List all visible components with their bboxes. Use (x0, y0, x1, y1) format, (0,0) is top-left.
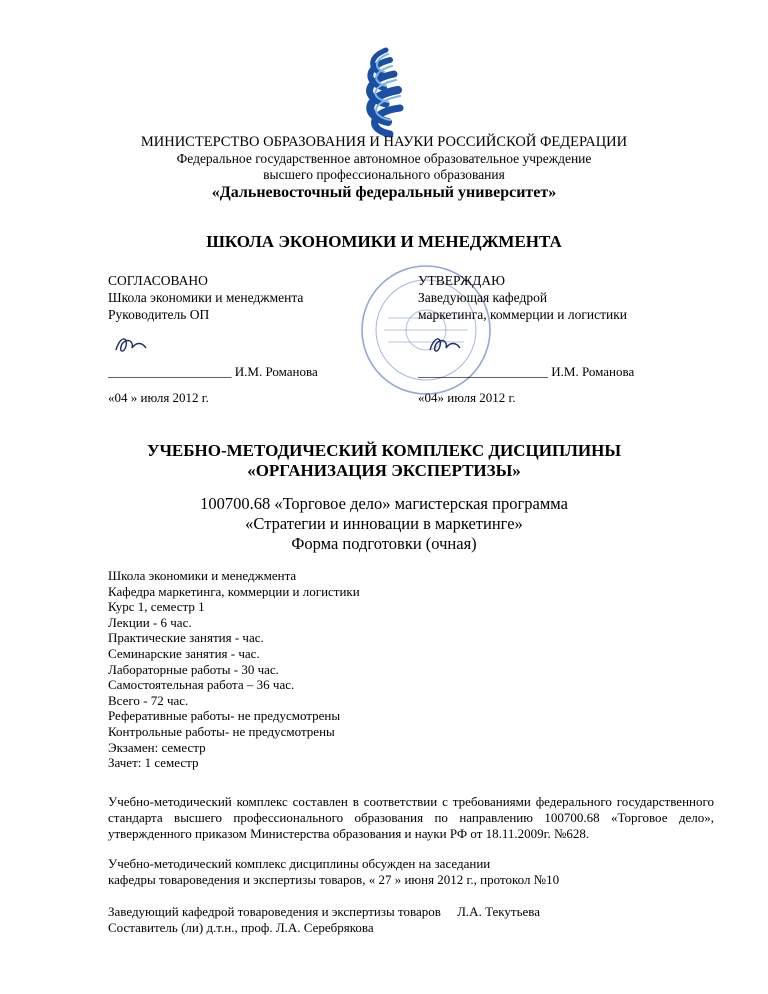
detail-line: Практические занятия - час. (108, 630, 264, 646)
document-title: УЧЕБНО-МЕТОДИЧЕСКИЙ КОМПЛЕКС ДИСЦИПЛИНЫ (146, 441, 622, 460)
author: Составитель (ли) д.т.н., проф. Л.А. Серебрякова (108, 920, 374, 935)
approval-right-signature-line: ____________________ И.М. Романова (418, 364, 635, 379)
detail-line: Кафедра маркетинга, коммерции и логистики (108, 583, 360, 599)
study-form: Форма подготовки (очная) (291, 534, 477, 553)
program-name: «Стратегии и инновации в маркетинге» (245, 514, 523, 533)
detail-line: Всего - 72 час. (108, 692, 189, 708)
approval-left-role: Руководитель ОП (108, 307, 210, 322)
approval-left-school: Школа экономики и менеджмента (108, 290, 304, 305)
signature-right (426, 332, 466, 358)
approval-right-heading: УТВЕРЖДАЮ (418, 273, 506, 288)
approval-right-title: Заведующая кафедрой (418, 290, 548, 305)
program-code: 100700.68 «Торговое дело» магистерская программа (200, 494, 568, 513)
approval-left-heading: СОГЛАСОВАНО (108, 273, 208, 288)
ministry-name: МИНИСТЕРСТВО ОБРАЗОВАНИЯ И НАУКИ РОССИЙСКОЙ ФЕДЕРАЦИИ (140, 134, 628, 150)
institution-type: Федеральное государственное автономное образовательное учреждение (176, 151, 592, 166)
approval-right (418, 272, 627, 323)
approval-left (108, 272, 303, 323)
detail-line: Лабораторные работы - 30 час. (108, 661, 279, 677)
detail-line: Зачет: 1 семестр (108, 755, 199, 771)
detail-line: Реферативные работы- не предусмотрены (108, 708, 341, 724)
approval-left-signature-line: ___________________ И.М. Романова (108, 364, 318, 379)
course-details (108, 568, 360, 771)
head-of-department: Заведующий кафедрой товароведения и экспертизы товаров Л.А. Текутьева (108, 904, 541, 919)
discipline-name: «ОРГАНИЗАЦИЯ ЭКСПЕРТИЗЫ» (247, 461, 521, 480)
university-logo (352, 46, 416, 138)
detail-line: Экзамен: семестр (108, 739, 206, 755)
approval-right-department: маркетинга, коммерции и логистики (418, 307, 628, 322)
detail-line: Самостоятельная работа – 36 час. (108, 677, 295, 693)
compliance-paragraph: Учебно-методический комплекс составлен в соответствии с требованиями федерального государственного стандарта высшего профессионального образования по направлению 100700.68 «Торговое дело», утвержденного приказом Министерства образования и науки РФ от 18.11.2009г. №628. (108, 794, 714, 841)
detail-line: Семинарские занятия - час. (108, 645, 260, 661)
detail-line: Лекции - 6 час. (108, 614, 192, 630)
detail-line: Курс 1, семестр 1 (108, 599, 205, 615)
approval-left-date: «04 » июля 2012 г. (108, 390, 209, 405)
institution-level: высшего профессионального образования (263, 167, 505, 182)
approval-right-date: «04» июля 2012 г. (418, 390, 516, 405)
school-name: ШКОЛА ЭКОНОМИКИ И МЕНЕДЖМЕНТА (206, 232, 562, 251)
university-name: «Дальневосточный федеральный университет» (211, 184, 557, 201)
detail-line: Контрольные работы- не предусмотрены (108, 723, 335, 739)
signature-left (112, 332, 152, 358)
detail-line: Школа экономики и менеджмента (108, 568, 297, 583)
discussion-line-2: кафедры товароведения и экспертизы товаров, « 27 » июня 2012 г., протокол №10 (108, 872, 560, 887)
discussion-line-1: Учебно-методический комплекс дисциплины обсужден на заседании (108, 856, 491, 871)
